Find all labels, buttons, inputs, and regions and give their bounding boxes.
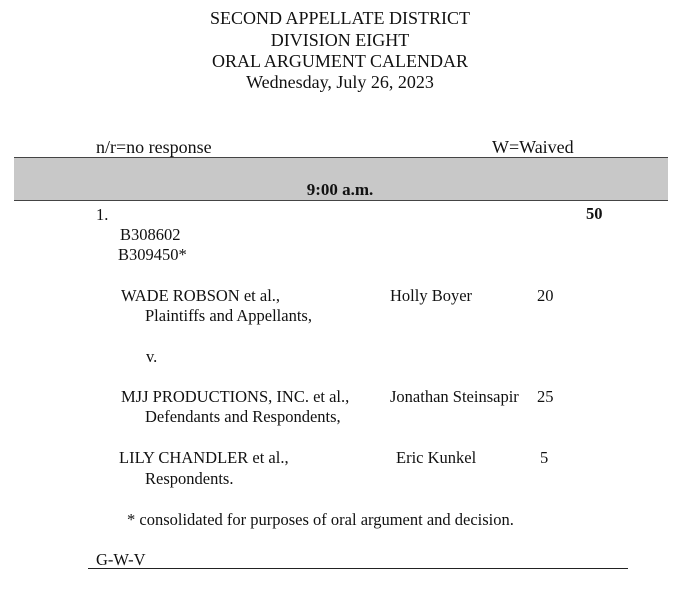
legend-waived: W=Waived	[492, 137, 574, 157]
versus-label: v.	[146, 347, 158, 366]
consolidation-note: * consolidated for purposes of oral argument and decision.	[127, 510, 514, 529]
court-division: DIVISION EIGHT	[270, 30, 410, 50]
legend-no-response: n/r=no response	[96, 137, 212, 157]
calendar-title: ORAL ARGUMENT CALENDAR	[211, 51, 468, 71]
argument-minutes: 25	[537, 387, 554, 406]
case-total-minutes: 50	[586, 204, 603, 223]
argument-minutes: 20	[537, 286, 554, 305]
session-time: 9:00 a.m.	[306, 180, 374, 199]
attorney-name: Holly Boyer	[390, 286, 473, 305]
party-name: LILY CHANDLER et al.,	[119, 448, 289, 467]
party-role: Defendants and Respondents,	[145, 407, 341, 426]
docket-number: B309450*	[118, 245, 187, 264]
attorney-name: Eric Kunkel	[396, 448, 477, 467]
case-number: 1.	[96, 205, 109, 224]
court-district: SECOND APPELLATE DISTRICT	[209, 8, 470, 28]
party-name: MJJ PRODUCTIONS, INC. et al.,	[121, 387, 350, 406]
party-role: Plaintiffs and Appellants,	[145, 306, 312, 325]
attorney-name: Jonathan Steinsapir	[390, 387, 519, 406]
calendar-date: Wednesday, July 26, 2023	[246, 72, 434, 92]
argument-minutes: 5	[540, 448, 549, 467]
panel-initials: G-W-V	[96, 550, 146, 569]
party-name: WADE ROBSON et al.,	[121, 286, 281, 305]
docket-number: B308602	[120, 225, 181, 244]
party-role: Respondents.	[145, 469, 234, 488]
bottom-rule	[88, 568, 628, 569]
